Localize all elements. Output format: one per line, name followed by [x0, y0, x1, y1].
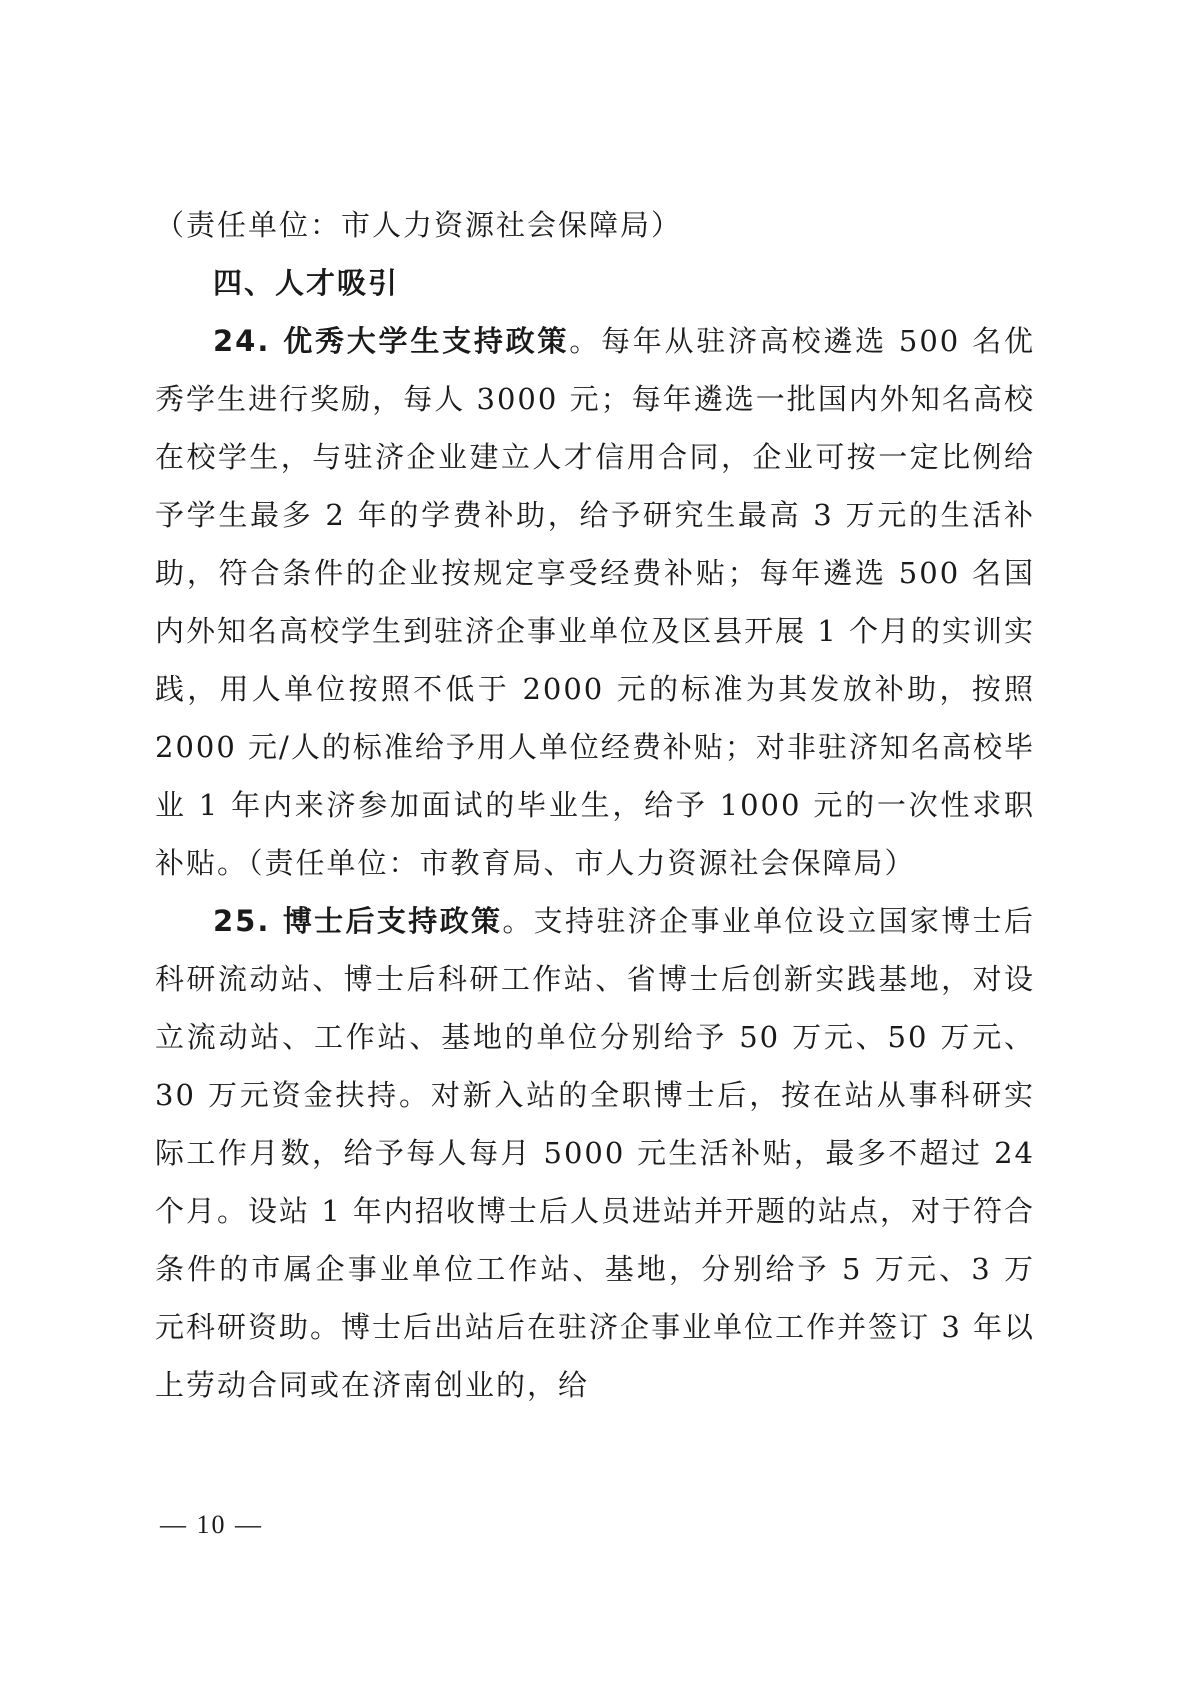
- policy-text-24: 。每年从驻济高校遴选 500 名优秀学生进行奖励，每人 3000 元；每年遴选一批国内外知名高校在校学生，与驻济企业建立人才信用合同，企业可按一定比例给予学生最多 2 年的学费补助，给予研究生最高 3 万元的生活补助，符合条件的企业按规定享受经费补贴；每年遴选 500 名国内外知名高校学生到驻济企事业单位及区县开展 1 个月的实训实践，用人单位按照不低于 2000 元的标准为其发放补助，按照 2000 元/人的标准给予用人单位经费补贴；对非驻济知名高校毕业 1 年内来济参加面试的毕业生，给予 1000 元的一次性求职补贴。（责任单位：市教育局、市人力资源社会保障局）: [155, 324, 1035, 880]
- policy-title-25: 25. 博士后支持政策: [213, 904, 503, 938]
- section-heading: 四、人才吸引: [213, 266, 400, 300]
- document-body: [155, 196, 1035, 1414]
- policy-paragraph-25: [155, 892, 1035, 1414]
- policy-title-24: 24. 优秀大学生支持政策: [213, 324, 570, 358]
- policy-paragraph-24: [155, 312, 1035, 892]
- page-number: — 10 —: [160, 1510, 263, 1539]
- responsibility-note: （责任单位：市人力资源社会保障局）: [155, 208, 683, 242]
- policy-text-25: 。支持驻济企事业单位设立国家博士后科研流动站、博士后科研工作站、省博士后创新实践基地，对设立流动站、工作站、基地的单位分别给予 50 万元、50 万元、30 万元资金扶持。对新入站的全职博士后，按在站从事科研实际工作月数，给予每人每月 5000 元生活补贴，最多不超过 24 个月。设站 1 年内招收博士后人员进站并开题的站点，对于符合条件的市属企事业单位工作站、基地，分别给予 5 万元、3 万元科研资助。博士后出站后在驻济企事业单位工作并签订 3 年以上劳动合同或在济南创业的，给: [155, 904, 1035, 1402]
